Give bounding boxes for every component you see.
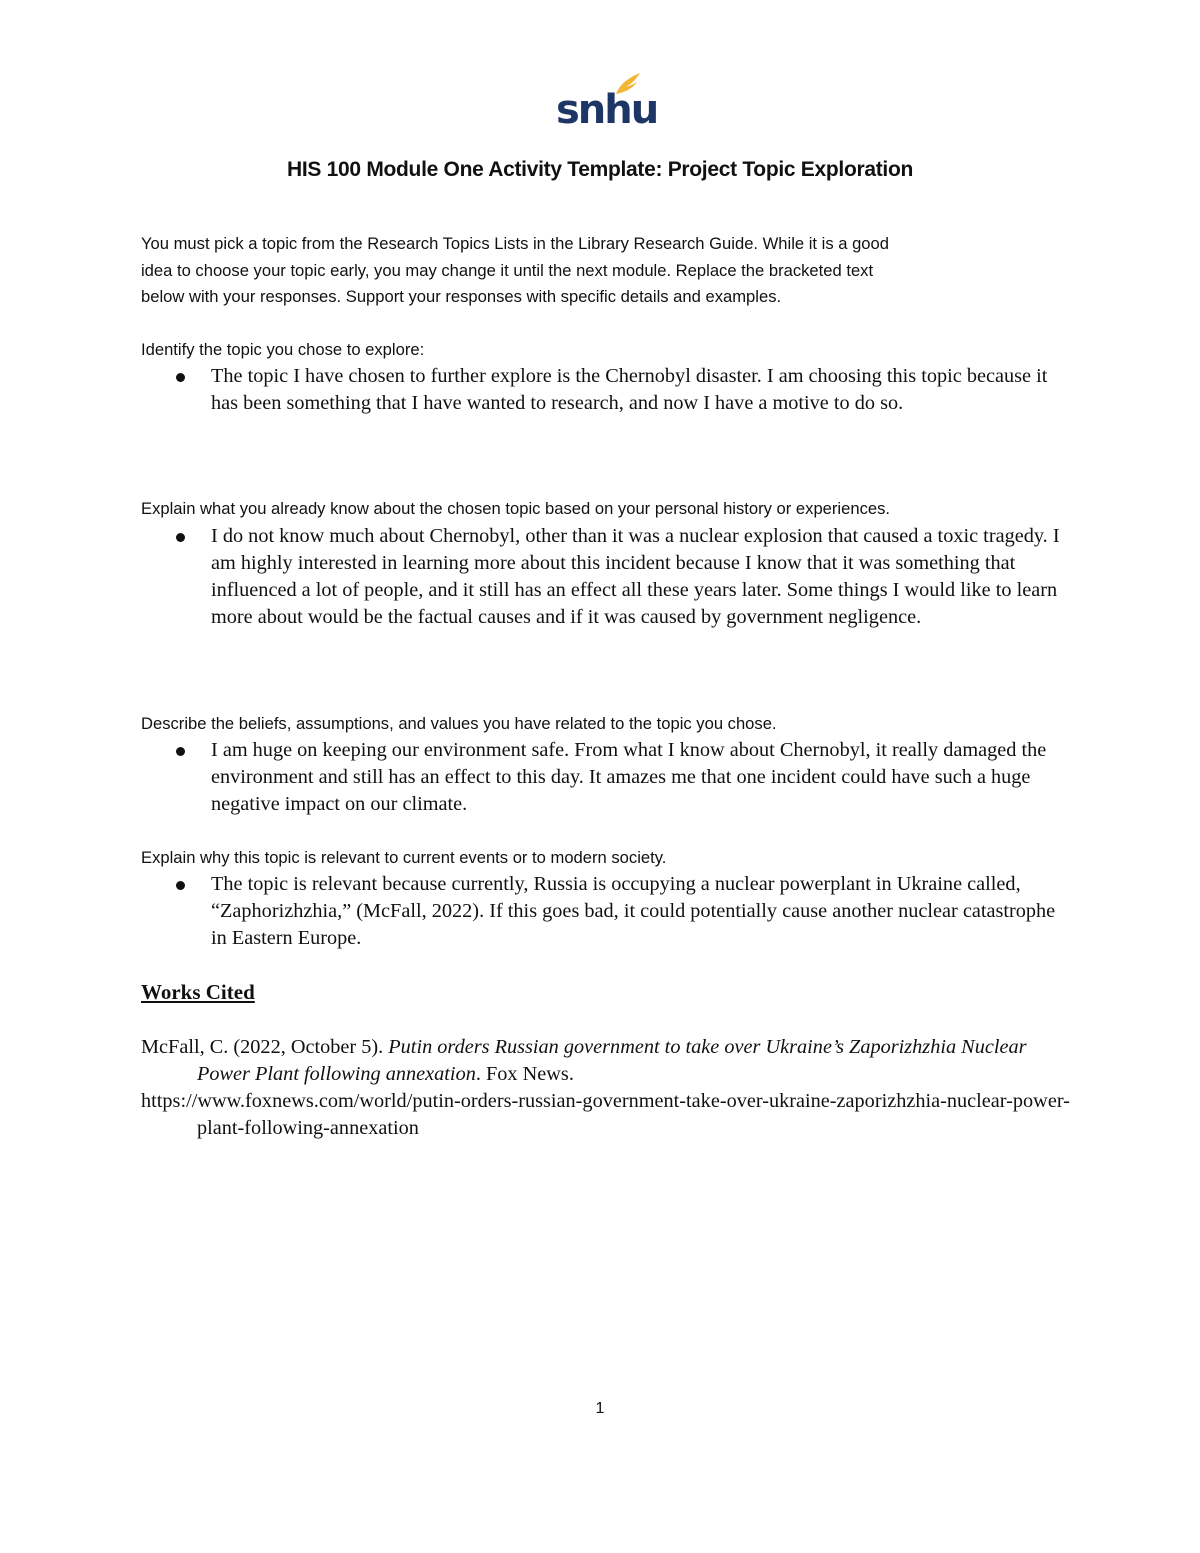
citation-url: https://www.foxnews.com/world/putin-orders-russian-government-take-over-ukraine-zaporizhzhia-nuclear-power-plant-following-annexation bbox=[141, 1090, 1070, 1139]
section-answer: The topic is relevant because currently, Russia is occupying a nuclear powerplant in Ukraine called, “Zaphorizhzhia,” (McFall, 2022). If this goes bad, it could potentially cause another nuclear catastrophe in Eastern Europe. bbox=[211, 873, 1056, 949]
citation-publisher: . Fox News. bbox=[475, 1063, 574, 1085]
snhu-logo bbox=[556, 72, 658, 134]
intro-line: idea to choose your topic early, you may change it until the next module. Replace the bracketed text bbox=[141, 260, 874, 280]
intro-line: You must pick a topic from the Research Topics Lists in the Library Research Guide. While it is a good bbox=[141, 234, 889, 253]
section-answer: I do not know much about Chernobyl, other than it was a nuclear explosion that caused a toxic tragedy. I am highly interested in learning more about this incident because I know that it was something that influenced a lot of people, and it still has an effect all these years later. Some things I would like to learn more about would be the factual causes and if it was caused by government negligence. bbox=[211, 525, 1060, 628]
section-prompt: Explain what you already know about the chosen topic based on your personal history or experiences. bbox=[141, 499, 891, 518]
section-answer: I am huge on keeping our environment safe. From what I know about Chernobyl, it really damaged the environment and still has an effect to this day. It amazes me that one incident could have such a huge negative impact on our climate. bbox=[211, 739, 1047, 815]
citation-entry bbox=[141, 1034, 1077, 1142]
section-answer: The topic I have chosen to further explore is the Chernobyl disaster. I am choosing this topic because it has been something that I have wanted to research, and now I have a motive to do so. bbox=[211, 365, 1048, 414]
intro-paragraph bbox=[141, 231, 1041, 311]
citation-author-date: McFall, C. (2022, October 5). bbox=[141, 1036, 389, 1058]
works-cited-heading: Works Cited bbox=[141, 980, 255, 1004]
bullet-icon bbox=[176, 881, 185, 890]
citation-article-title: Putin orders Russian government to take over Ukraine’s Zaporizhzhia Nuclear Power Plant following annexation bbox=[197, 1036, 1027, 1085]
document-title: HIS 100 Module One Activity Template: Project Topic Exploration bbox=[287, 158, 913, 181]
logo-wordmark: snhu bbox=[556, 87, 658, 133]
bullet-icon bbox=[176, 747, 185, 756]
bullet-icon bbox=[176, 373, 185, 382]
section-prompt: Explain why this topic is relevant to current events or to modern society. bbox=[141, 848, 667, 867]
section-prompt: Describe the beliefs, assumptions, and values you have related to the topic you chose. bbox=[141, 714, 777, 733]
bullet-icon bbox=[176, 533, 185, 542]
page-number: 1 bbox=[595, 1400, 605, 1417]
section-prompt: Identify the topic you chose to explore: bbox=[141, 340, 425, 359]
flame-icon bbox=[612, 72, 642, 96]
intro-line: below with your responses. Support your responses with specific details and examples. bbox=[141, 287, 782, 306]
